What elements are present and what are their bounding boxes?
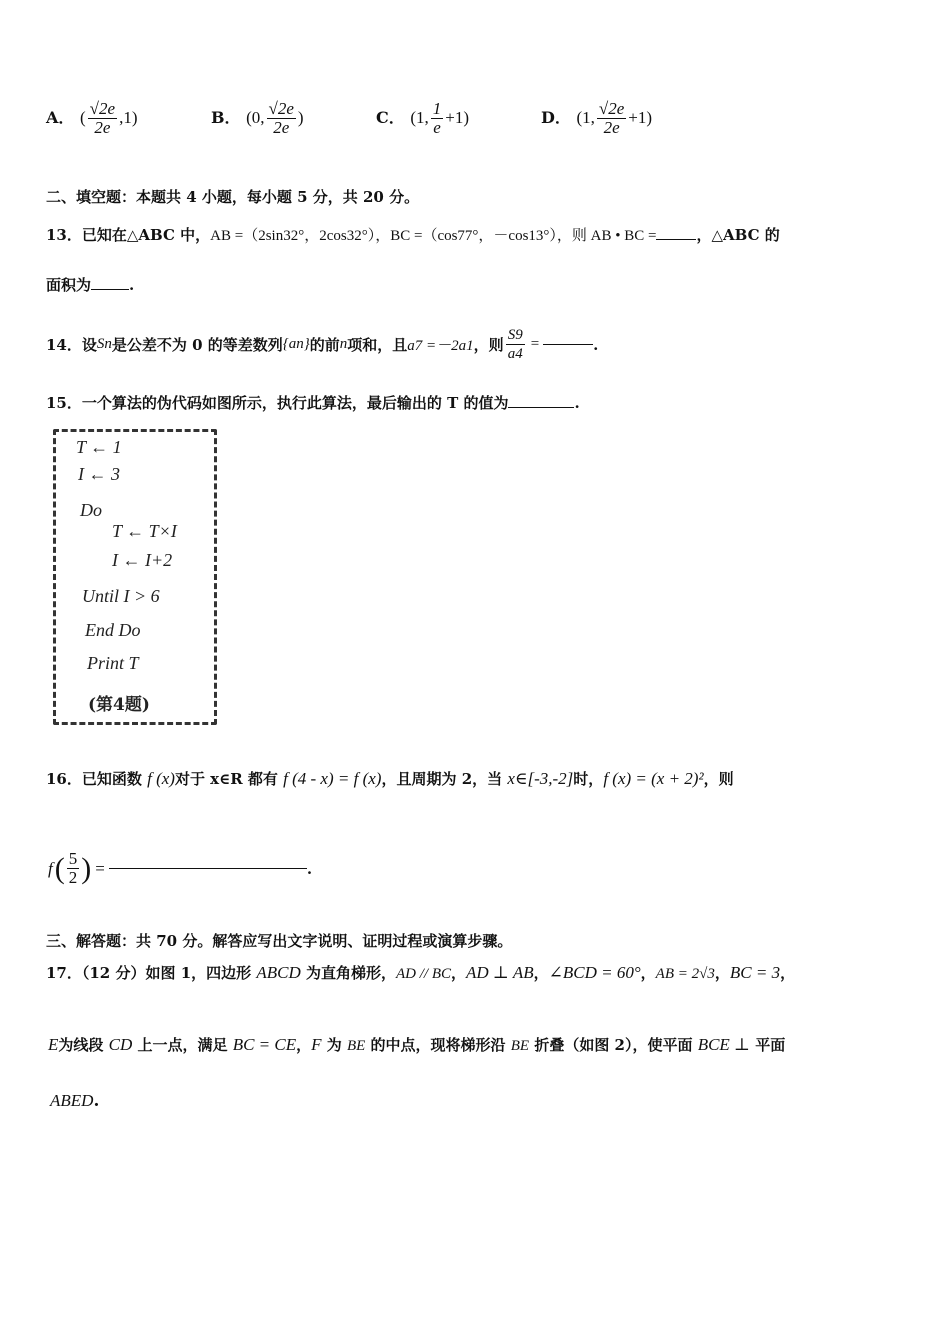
q13-blank-2[interactable] bbox=[91, 289, 129, 290]
q16-domain: x∈[-3,-2] bbox=[507, 769, 574, 788]
option-b-pre: (0, bbox=[246, 108, 265, 127]
q14-end: . bbox=[593, 335, 599, 354]
option-d-pre: (1, bbox=[576, 108, 595, 127]
q17-cond-4: AB = 2√3 bbox=[655, 966, 715, 982]
q15-end: . bbox=[574, 394, 580, 412]
q14-condition: a7 =－2a1 bbox=[407, 338, 474, 354]
q17-d: 为 bbox=[321, 1036, 347, 1054]
option-a-num: √2e bbox=[89, 99, 116, 118]
q16-pre: 16．已知函数 bbox=[46, 770, 148, 788]
section-3-heading: 三、解答题：共 70 分。解答应写出文字说明、证明过程或演算步骤。 bbox=[46, 932, 513, 950]
q13-intro: 13．已知在△ABC 中， bbox=[46, 226, 211, 244]
q14-an: {an} bbox=[282, 336, 310, 352]
code-line-2: I ← 3 bbox=[78, 464, 120, 484]
code-caption: (第4题) bbox=[88, 695, 150, 715]
option-b-post: ) bbox=[297, 108, 304, 127]
q16-definition: f (x) = (x + 2)² bbox=[603, 769, 704, 788]
option-c-den: e bbox=[433, 118, 441, 137]
option-b-den: 2e bbox=[273, 118, 290, 137]
q17-cond-3: ∠BCD = 60° bbox=[548, 963, 641, 982]
q17-sep-6: ， bbox=[296, 1036, 312, 1054]
q17-sep-1: ， bbox=[450, 964, 466, 982]
q17-end: . bbox=[93, 1091, 100, 1111]
q17-bce: BCE ⊥ bbox=[697, 1035, 751, 1054]
code-line-6: Until I > 6 bbox=[82, 586, 160, 606]
q14-mid: 是公差不为 0 的等差数列 bbox=[111, 336, 283, 354]
q17-abcd: ABCD bbox=[256, 963, 301, 982]
code-line-3: Do bbox=[80, 500, 102, 520]
code-line-1: T ← 1 bbox=[76, 437, 122, 457]
q15-text: 15．一个算法的伪代码如图所示，执行此算法，最后输出的 T 的值为 bbox=[46, 394, 509, 412]
q14-sn: Sn bbox=[96, 336, 112, 352]
q17-bcce: BC = CE bbox=[232, 1035, 297, 1054]
q17-f: F bbox=[311, 1035, 322, 1054]
option-b-fraction bbox=[267, 100, 296, 137]
q16-left-paren: ( bbox=[54, 851, 65, 885]
q16-b: ，且周期为 2，当 bbox=[381, 770, 508, 788]
option-d-den: 2e bbox=[603, 118, 620, 137]
q17-e2: 的中点，现将梯形沿 bbox=[365, 1036, 511, 1054]
q16-ans-den: 2 bbox=[68, 868, 78, 887]
option-b-label: B． bbox=[211, 108, 241, 127]
q17-be2: BE bbox=[510, 1038, 530, 1054]
q17-h: 平面 bbox=[750, 1036, 786, 1054]
q14-pre: 14．设 bbox=[46, 336, 97, 354]
q16-a: 对于 x∈R 都有 bbox=[174, 770, 284, 788]
code-line-4: T ← T×I bbox=[112, 521, 177, 541]
option-c bbox=[376, 100, 469, 137]
question-15 bbox=[46, 392, 580, 413]
option-a-post: ,1) bbox=[119, 108, 138, 127]
q14-equals: = bbox=[530, 336, 540, 352]
q16-right-paren: ) bbox=[81, 851, 92, 885]
q16-ans-num: 5 bbox=[68, 849, 78, 868]
q14-mid3: 项和，且 bbox=[347, 336, 408, 354]
q14-n: n bbox=[339, 336, 348, 352]
q16-c: 时， bbox=[573, 770, 604, 788]
option-a-pre: ( bbox=[80, 108, 86, 127]
q14-blank[interactable] bbox=[543, 344, 593, 345]
code-line-7: End Do bbox=[85, 620, 141, 640]
q14-mid4: ，则 bbox=[473, 336, 504, 354]
q16-ans-eq: = bbox=[95, 858, 105, 878]
q14-mid2: 的前 bbox=[309, 336, 340, 354]
q17-g: 折叠（如图 2），使平面 bbox=[529, 1036, 698, 1054]
q15-blank[interactable] bbox=[508, 407, 574, 408]
q13-end: . bbox=[129, 276, 135, 294]
q17-sep-2: ， bbox=[533, 964, 549, 982]
q13-area-label: 面积为 bbox=[46, 276, 92, 294]
question-16-answer bbox=[48, 850, 312, 887]
option-a bbox=[46, 100, 137, 137]
q17-abed: ABED bbox=[50, 1091, 94, 1110]
q16-ans-fraction bbox=[67, 850, 80, 887]
option-d-fraction bbox=[597, 100, 626, 137]
option-a-den: 2e bbox=[94, 118, 111, 137]
q13-bc: BC =（cos77°，－cos13°），则 AB • BC = bbox=[390, 228, 657, 244]
q16-end: . bbox=[306, 859, 313, 878]
q13-tail: ，△ABC 的 bbox=[696, 226, 780, 244]
q13-ab: AB =（2sin32°，2cos32°）， bbox=[210, 228, 391, 244]
q17-cond-2: AD ⊥ AB bbox=[466, 963, 534, 982]
option-c-label: C． bbox=[376, 108, 405, 127]
question-14 bbox=[46, 326, 598, 363]
q16-f: f (x) bbox=[147, 769, 175, 788]
option-a-fraction bbox=[88, 100, 117, 137]
q17-c: 上一点，满足 bbox=[132, 1036, 233, 1054]
section-2-heading: 二、填空题：本题共 4 小题，每小题 5 分，共 20 分。 bbox=[46, 188, 420, 206]
q17-sep-3: ， bbox=[640, 964, 656, 982]
question-13-line2 bbox=[46, 274, 134, 295]
option-d-post: +1) bbox=[628, 108, 653, 127]
q14-fraction-den: a4 bbox=[507, 346, 523, 362]
question-17-line2 bbox=[48, 1034, 785, 1055]
option-b bbox=[211, 100, 304, 137]
q17-be: BE bbox=[346, 1038, 366, 1054]
q14-fraction-num: S9 bbox=[507, 327, 523, 343]
q17-a: 为直角梯形， bbox=[300, 964, 396, 982]
question-13 bbox=[46, 224, 780, 245]
q17-e: E bbox=[48, 1035, 59, 1054]
q16-symmetry: f (4 - x) = f (x) bbox=[283, 769, 382, 788]
option-c-pre: (1, bbox=[410, 108, 429, 127]
q16-d: ，则 bbox=[703, 770, 734, 788]
option-d-label: D． bbox=[541, 108, 571, 127]
option-c-post: +1) bbox=[445, 108, 469, 127]
q16-blank[interactable] bbox=[109, 868, 307, 869]
option-c-fraction bbox=[431, 100, 444, 137]
question-17 bbox=[46, 962, 795, 983]
option-d-num: √2e bbox=[598, 99, 625, 118]
q17-pre: 17．（12 分）如图 1，四边形 bbox=[46, 964, 257, 982]
code-line-5: I ← I+2 bbox=[112, 550, 173, 570]
q17-b: 为线段 bbox=[58, 1036, 109, 1054]
q17-cd: CD bbox=[108, 1035, 133, 1054]
option-d bbox=[541, 100, 652, 137]
option-c-num: 1 bbox=[432, 99, 442, 118]
option-b-num: √2e bbox=[268, 99, 294, 118]
option-a-label: A． bbox=[46, 108, 75, 127]
q17-cond-5: BC = 3 bbox=[729, 963, 781, 982]
q13-blank-1[interactable] bbox=[656, 239, 696, 240]
q17-sep-4: ， bbox=[714, 964, 730, 982]
question-16 bbox=[46, 768, 734, 789]
question-17-line3 bbox=[50, 1091, 99, 1111]
q17-cond-1: AD // BC bbox=[395, 966, 451, 982]
code-line-8: Print T bbox=[87, 653, 139, 673]
q16-ans-f: f bbox=[48, 858, 53, 878]
q14-fraction bbox=[506, 326, 525, 363]
q17-sep-5: ， bbox=[780, 964, 796, 982]
